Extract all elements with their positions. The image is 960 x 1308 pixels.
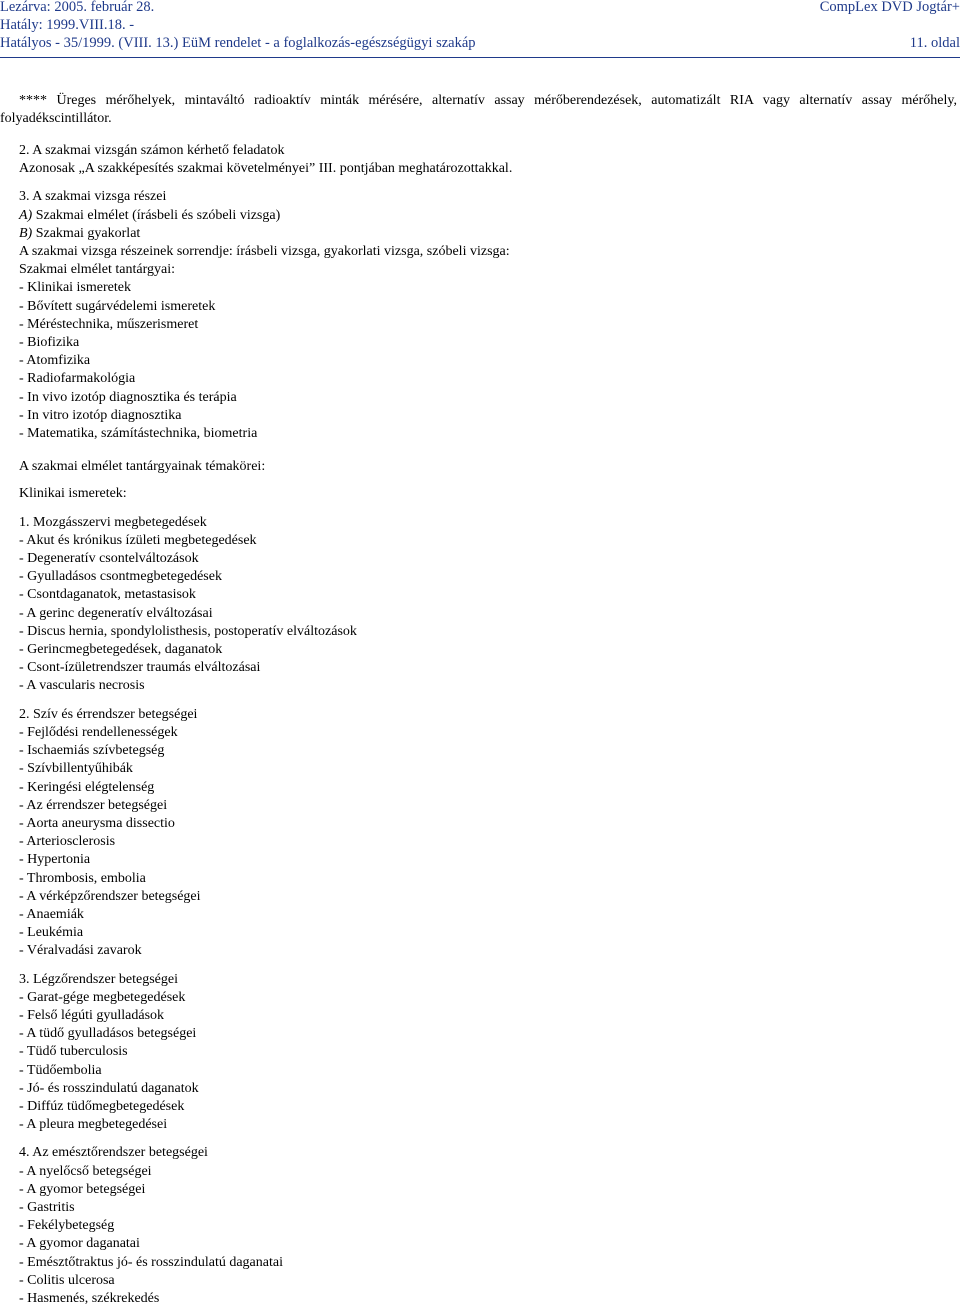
topic-item: - A gyomor betegségei: [19, 1181, 146, 1197]
header-closed-date: Lezárva: 2005. február 28.: [0, 0, 155, 15]
part-b: [19, 225, 957, 243]
subjects-title: Szakmai elmélet tantárgyai:: [19, 262, 176, 278]
subject-item: - Biofizika: [19, 335, 80, 351]
topic-item: - A nyelőcső betegségei: [19, 1163, 152, 1179]
section3-title: 3. A szakmai vizsga részei: [19, 189, 167, 205]
topic-item: - A tüdő gyulladásos betegségei: [19, 1026, 197, 1042]
topic-item: - Emésztőtraktus jó- és rosszindulatú daganatai: [19, 1254, 283, 1270]
topic-item: - Fekélybetegség: [19, 1218, 115, 1234]
document-body: [19, 132, 957, 1308]
topic-item: - Az érrendszer betegségei: [19, 797, 168, 813]
clinical-title: Klinikai ismeretek:: [19, 486, 127, 502]
topic-item: - Keringési elégtelenség: [19, 779, 155, 795]
header-document-title: Hatályos - 35/1999. (VIII. 13.) EüM rendelet - a foglalkozás-egészségügyi szakáp: [0, 35, 476, 51]
topic-item: - Fejlődési rendellenességek: [19, 724, 178, 740]
topics-title: A szakmai elmélet tantárgyainak témakörei:: [19, 459, 266, 475]
subject-item: - In vivo izotóp diagnosztika és terápia: [19, 389, 237, 405]
part-a-label: A): [19, 207, 33, 223]
subject-item: - Bővített sugárvédelemi ismeretek: [19, 298, 216, 314]
topic-item: - Thrombosis, embolia: [19, 870, 146, 886]
topic-item: - Tüdő tuberculosis: [19, 1044, 128, 1060]
header-product-name: CompLex DVD Jogtár+: [819, 0, 960, 15]
page-header: [0, 0, 960, 58]
topic-item: - A vérképzőrendszer betegségei: [19, 888, 201, 904]
subject-item: - Matematika, számítástechnika, biometria: [19, 426, 258, 442]
topic-item: - A pleura megbetegedései: [19, 1117, 168, 1133]
topic-item: - Akut és krónikus ízületi megbetegedések: [19, 532, 257, 548]
topic-item: - Csontdaganatok, metastasisok: [19, 587, 196, 603]
section2-title: 2. A szakmai vizsgán számon kérhető feladatok: [19, 143, 285, 158]
topic-item: - Felső légúti gyulladások: [19, 1007, 165, 1023]
topic-item: - A gerinc degeneratív elváltozásai: [19, 605, 213, 621]
topic-item: - Szívbillentyűhibák: [19, 761, 133, 777]
topic-item: - Aorta aneurysma dissectio: [19, 815, 175, 831]
topic-group-title: 4. Az emésztőrendszer betegségei: [19, 1145, 208, 1161]
topic-item: - Gerincmegbetegedések, daganatok: [19, 642, 223, 658]
header-page-number: 11. oldal: [909, 35, 960, 51]
topic-item: - A vascularis necrosis: [19, 678, 145, 694]
topic-item: - Véralvadási zavarok: [19, 943, 142, 959]
subject-item: - Méréstechnika, műszerismeret: [19, 316, 199, 332]
topic-groups: [19, 504, 957, 1308]
subject-item: - Radiofarmakológia: [19, 371, 136, 387]
topic-item: - Leukémia: [19, 925, 84, 941]
topic-group-title: 3. Légzőrendszer betegségei: [19, 971, 178, 987]
subject-item: - Atomfizika: [19, 353, 91, 369]
part-b-label: B): [19, 225, 33, 241]
topic-item: - Colitis ulcerosa: [19, 1272, 115, 1288]
header-divider: [0, 57, 960, 58]
topic-item: - Hasmenés, székrekedés: [19, 1290, 160, 1306]
topic-item: - Gastritis: [19, 1199, 75, 1215]
topic-group-title: 2. Szív és érrendszer betegségei: [19, 706, 198, 722]
footnote-text: **** Üreges mérőhelyek, mintaváltó radioaktív minták mérésére, alternatív assay mérőberendezések, automatizált RIA vagy alternatív assay mérőhely, folyadékscintillátor.: [0, 93, 957, 127]
topic-item: - Degeneratív csontelváltozások: [19, 551, 199, 567]
topic-item: - Tüdőembolia: [19, 1062, 102, 1078]
subjects-list: [19, 279, 957, 443]
topic-item: - Diffúz tüdőmegbetegedések: [19, 1098, 185, 1114]
topic-item: - Garat-gége megbetegedések: [19, 989, 186, 1005]
topic-item: - Jó- és rosszindulatú daganatok: [19, 1080, 199, 1096]
topic-item: - Arteriosclerosis: [19, 834, 116, 850]
part-a-text: Szakmai elmélet (írásbeli és szóbeli vizsga): [32, 207, 281, 223]
topic-item: - Discus hernia, spondylolisthesis, postoperatív elváltozások: [19, 623, 357, 639]
topic-item: - Csont-ízületrendszer traumás elváltozásai: [19, 660, 261, 676]
topic-item: - Hypertonia: [19, 852, 91, 868]
subject-item: - In vitro izotóp diagnosztika: [19, 407, 182, 423]
section2-text: Azonosak „A szakképesítés szakmai követelményei” III. pontjában meghatározottakkal.: [19, 161, 513, 177]
topic-item: - A gyomor daganatai: [19, 1236, 140, 1252]
part-b-text: Szakmai gyakorlat: [32, 225, 141, 241]
topic-item: - Gyulladásos csontmegbetegedések: [19, 569, 222, 585]
part-a: [19, 207, 957, 225]
header-validity: Hatály: 1999.VIII.18. -: [0, 17, 135, 33]
topic-item: - Anaemiák: [19, 906, 84, 922]
exam-order: A szakmai vizsga részeinek sorrendje: írásbeli vizsga, gyakorlati vizsga, szóbeli vizsga:: [19, 244, 510, 260]
topic-item: - Ischaemiás szívbetegség: [19, 743, 165, 759]
topic-group-title: 1. Mozgásszervi megbetegedések: [19, 514, 207, 530]
subject-item: - Klinikai ismeretek: [19, 280, 131, 296]
